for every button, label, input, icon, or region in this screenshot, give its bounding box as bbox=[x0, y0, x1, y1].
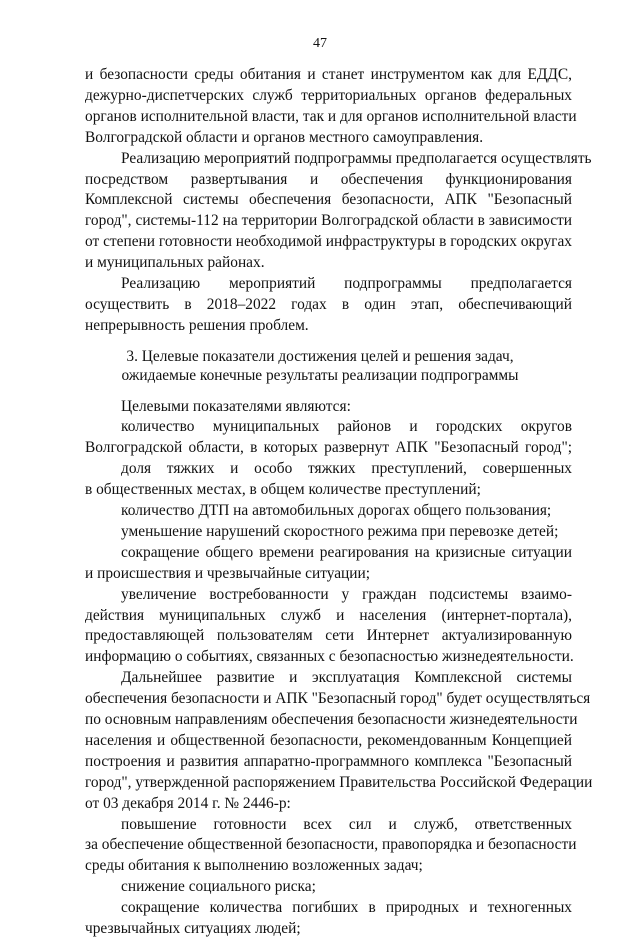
section-heading-line: 3. Целевые показатели достижения целей и решения задач, bbox=[126, 348, 514, 365]
text-line: населения и общественной безопасности, рекомендованным Концепцией bbox=[85, 732, 572, 749]
text-line: чрезвычайных ситуациях людей; bbox=[85, 920, 301, 937]
text-line: снижение социального риска; bbox=[121, 878, 316, 895]
section-heading-line: ожидаемые конечные результаты реализации подпрограммы bbox=[121, 367, 519, 384]
text-line: повышение готовности всех сил и служб, ответственных bbox=[121, 816, 572, 833]
text-line: построения и развития аппаратно-программного комплекса "Безопасный bbox=[85, 753, 572, 770]
text-line: количество муниципальных районов и городских округов bbox=[121, 418, 572, 435]
text-line: за обеспечение общественной безопасности, правопорядка и безопасности bbox=[85, 836, 577, 853]
text-line: сокращение количества погибших в природных и техногенных bbox=[121, 899, 572, 916]
text-line: от степени готовности необходимой инфраструктуры в городских округах bbox=[85, 233, 572, 250]
text-line: доля тяжких и особо тяжких преступлений, совершенных bbox=[121, 460, 572, 477]
text-line: предоставляющей пользователям сети Интернет актуализированную bbox=[85, 627, 572, 644]
text-line: по основным направлениям обеспечения безопасности жизнедеятельности bbox=[85, 711, 578, 728]
text-line: среды обитания к выполнению возложенных задач; bbox=[85, 857, 423, 874]
text-line: и происшествия и чрезвычайные ситуации; bbox=[85, 565, 371, 582]
text-line: органов исполнительной власти, так и для органов исполнительной власти bbox=[85, 108, 577, 125]
text-line: увеличение востребованности у граждан подсистемы взаимо- bbox=[121, 586, 572, 603]
text-line: Реализацию мероприятий подпрограммы предполагается осуществлять bbox=[121, 150, 592, 167]
text-line: Целевыми показателями являются: bbox=[121, 398, 351, 415]
text-line: от 03 декабря 2014 г. № 2446-р: bbox=[85, 795, 291, 812]
text-line: действия муниципальных служб и населения (интернет-портала), bbox=[85, 607, 572, 624]
text-line: количество ДТП на автомобильных дорогах общего пользования; bbox=[121, 502, 552, 519]
text-line: и муниципальных районах. bbox=[85, 254, 265, 271]
text-line: непрерывность решения проблем. bbox=[85, 317, 309, 334]
text-line: и безопасности среды обитания и станет инструментом как для ЕДДС, bbox=[85, 66, 572, 83]
text-line: дежурно-диспетчерских служб территориальных органов федеральных bbox=[85, 87, 572, 104]
text-line: Дальнейшее развитие и эксплуатация Комплексной системы bbox=[121, 669, 572, 686]
text-line: посредством развертывания и обеспечения функционирования bbox=[85, 171, 572, 188]
text-line: Волгоградской области, в которых развернут АПК "Безопасный город"; bbox=[85, 439, 572, 456]
text-line: Волгоградской области и органов местного самоуправления. bbox=[85, 129, 484, 146]
text-line: информацию о событиях, связанных с безопасностью жизнедеятельности. bbox=[85, 648, 574, 665]
page-number: 47 bbox=[313, 36, 327, 51]
text-line: уменьшение нарушений скоростного режима при перевозке детей; bbox=[121, 523, 559, 540]
text-line: город", системы-112 на территории Волгоградской области в зависимости bbox=[85, 212, 572, 229]
text-line: осуществить в 2018–2022 годах в один этап, обеспечивающий bbox=[85, 296, 572, 313]
text-line: в общественных местах, в общем количестве преступлений; bbox=[85, 481, 481, 498]
text-line: сокращение общего времени реагирования на кризисные ситуации bbox=[121, 544, 572, 561]
text-line: обеспечения безопасности и АПК "Безопасный город" будет осуществляться bbox=[85, 690, 591, 707]
text-line: Комплексной системы обеспечения безопасности, АПК "Безопасный bbox=[85, 191, 572, 208]
text-line: Реализацию мероприятий подпрограммы предполагается bbox=[121, 275, 572, 292]
text-line: город", утвержденной распоряжением Правительства Российской Федерации bbox=[85, 774, 593, 791]
